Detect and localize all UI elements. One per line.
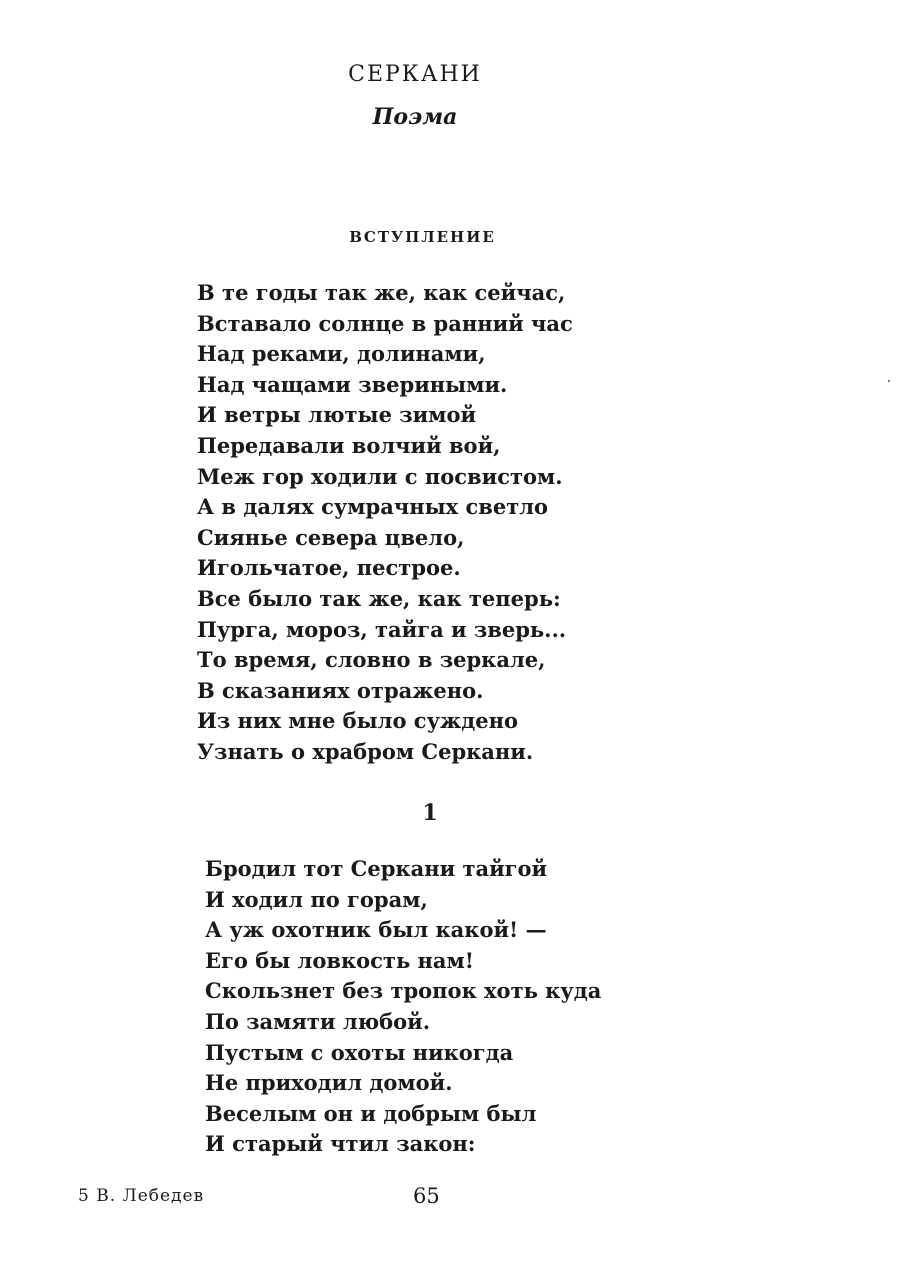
page-number: 65 xyxy=(413,1184,440,1208)
footer-signature: 5 В. Лебедев xyxy=(78,1186,205,1206)
verse-line: В сказаниях отражено. xyxy=(197,677,484,703)
poem-title: СЕРКАНИ xyxy=(348,62,482,87)
part-number: 1 xyxy=(422,800,438,826)
verse-line: Игольчатое, пестрое. xyxy=(197,555,461,581)
verse-line: По замяти любой. xyxy=(205,1008,431,1034)
verse-line: Вставало солнце в ранний час xyxy=(197,310,573,336)
intro-stanza xyxy=(197,278,573,768)
verse-line: Сиянье севера цвело, xyxy=(197,524,465,550)
verse-line: Его бы ловкость нам! xyxy=(205,947,474,973)
verse-line: Пустым с охоты никогда xyxy=(205,1039,514,1065)
verse-line: То время, словно в зеркале, xyxy=(197,647,546,673)
part1-stanza xyxy=(205,854,601,1160)
verse-line: А уж охотник был какой! — xyxy=(205,917,547,943)
verse-line: В те годы так же, как сейчас, xyxy=(197,280,566,305)
verse-line: Передавали волчий вой, xyxy=(197,432,501,458)
poem-subtitle: Поэма xyxy=(372,104,458,130)
verse-line: Над чащами звериными. xyxy=(197,371,508,397)
verse-line: Меж гор ходили с посвистом. xyxy=(197,463,563,489)
verse-line: Пурга, мороз, тайга и зверь... xyxy=(197,616,567,642)
verse-line: Все было так же, как теперь: xyxy=(197,585,561,611)
verse-line: И старый чтил закон: xyxy=(205,1131,476,1157)
verse-line: И ветры лютые зимой xyxy=(197,402,477,428)
verse-line: Из них мне было суждено xyxy=(197,708,518,734)
section-heading: ВСТУПЛЕНИЕ xyxy=(349,228,496,246)
scan-speck xyxy=(888,380,890,382)
verse-line: И ходил по горам, xyxy=(205,886,428,912)
verse-line: Узнать о храбром Серкани. xyxy=(197,738,534,764)
verse-line: Не приходил домой. xyxy=(205,1070,453,1096)
verse-line: А в далях сумрачных светло xyxy=(197,494,549,520)
verse-line: Скользнет без тропок хоть куда xyxy=(205,978,602,1004)
verse-line: Над реками, долинами, xyxy=(197,341,486,367)
verse-line: Бродил тот Серкани тайгой xyxy=(205,856,548,881)
verse-line: Веселым он и добрым был xyxy=(205,1100,537,1126)
